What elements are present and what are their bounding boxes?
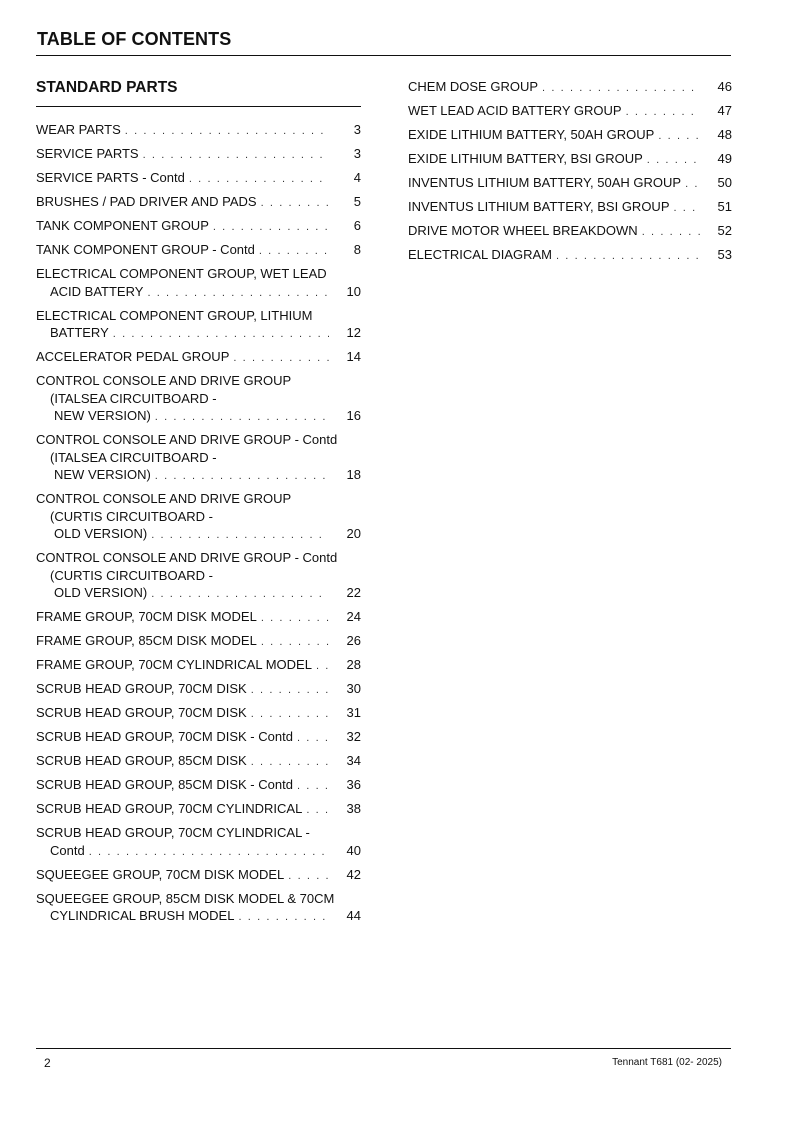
toc-entry-title: SCRUB HEAD GROUP, 70CM DISK bbox=[36, 705, 247, 720]
toc-page-number: 8 bbox=[353, 242, 361, 257]
dot-leader bbox=[542, 80, 700, 98]
toc-entry[interactable] bbox=[408, 102, 732, 122]
toc-page-number: 18 bbox=[346, 467, 361, 482]
toc-entry-title: OLD VERSION) bbox=[54, 585, 148, 600]
toc-entry[interactable] bbox=[36, 431, 361, 486]
dot-leader bbox=[251, 754, 329, 772]
toc-entry-title: ACID BATTERY bbox=[50, 283, 144, 299]
dot-leader bbox=[297, 778, 329, 796]
toc-entry-title: (CURTIS CIRCUITBOARD - bbox=[50, 508, 213, 524]
dot-leader bbox=[213, 219, 329, 237]
toc-page-number: 3 bbox=[353, 122, 361, 137]
toc-entry[interactable] bbox=[36, 549, 361, 604]
toc-entry[interactable] bbox=[36, 890, 361, 927]
toc-page-number: 51 bbox=[717, 199, 732, 214]
toc-page-number: 22 bbox=[346, 585, 361, 600]
toc-page-number: 12 bbox=[346, 325, 361, 340]
toc-entry-title: SCRUB HEAD GROUP, 85CM DISK bbox=[36, 753, 247, 768]
toc-entry-title: FRAME GROUP, 70CM DISK MODEL bbox=[36, 609, 257, 624]
toc-right-column bbox=[408, 78, 732, 270]
dot-leader bbox=[251, 706, 329, 724]
dot-leader bbox=[674, 200, 701, 218]
footer-document-id: Tennant T681 (02- 2025) bbox=[612, 1057, 722, 1068]
toc-entry-title: SERVICE PARTS - Contd bbox=[36, 170, 185, 185]
dot-leader bbox=[626, 104, 700, 122]
dot-leader bbox=[189, 171, 329, 189]
toc-entry[interactable] bbox=[36, 680, 361, 700]
toc-entry[interactable] bbox=[408, 126, 732, 146]
toc-entry-title: FRAME GROUP, 70CM CYLINDRICAL MODEL bbox=[36, 657, 312, 672]
dot-leader bbox=[113, 326, 329, 344]
toc-entry-title: TANK COMPONENT GROUP bbox=[36, 218, 209, 233]
toc-entry[interactable] bbox=[408, 174, 732, 194]
toc-page-number: 26 bbox=[346, 633, 361, 648]
toc-entry-title: SCRUB HEAD GROUP, 70CM DISK - Contd bbox=[36, 729, 293, 744]
toc-page-number: 38 bbox=[346, 801, 361, 816]
toc-entry-title: (ITALSEA CIRCUITBOARD - bbox=[50, 449, 217, 465]
toc-entry-title: EXIDE LITHIUM BATTERY, 50AH GROUP bbox=[408, 127, 655, 142]
toc-entry-title: WET LEAD ACID BATTERY GROUP bbox=[408, 103, 622, 118]
toc-entry[interactable] bbox=[36, 348, 361, 368]
toc-entry[interactable] bbox=[408, 78, 732, 98]
toc-entry-title: ELECTRICAL COMPONENT GROUP, WET LEAD bbox=[36, 266, 327, 281]
toc-page-number: 30 bbox=[346, 681, 361, 696]
toc-entry[interactable] bbox=[36, 265, 361, 302]
toc-entry[interactable] bbox=[408, 150, 732, 170]
toc-entry[interactable] bbox=[36, 145, 361, 165]
toc-entry-title: FRAME GROUP, 85CM DISK MODEL bbox=[36, 633, 257, 648]
toc-page-number: 4 bbox=[353, 170, 361, 185]
toc-entry[interactable] bbox=[36, 217, 361, 237]
toc-entry-title: SCRUB HEAD GROUP, 70CM CYLINDRICAL - bbox=[36, 825, 310, 840]
toc-entry[interactable] bbox=[36, 241, 361, 261]
toc-page-number: 50 bbox=[717, 175, 732, 190]
toc-entry-title: ELECTRICAL DIAGRAM bbox=[408, 247, 552, 262]
section-divider bbox=[36, 106, 361, 107]
toc-page-number: 52 bbox=[717, 223, 732, 238]
toc-entry-title: Contd bbox=[50, 842, 85, 858]
toc-page-number: 10 bbox=[346, 283, 361, 299]
toc-entry[interactable] bbox=[36, 866, 361, 886]
dot-leader bbox=[155, 468, 329, 486]
toc-entry-title: EXIDE LITHIUM BATTERY, BSI GROUP bbox=[408, 151, 643, 166]
dot-leader bbox=[151, 586, 329, 604]
toc-entry[interactable] bbox=[36, 728, 361, 748]
toc-page-number: 47 bbox=[717, 103, 732, 118]
toc-entry[interactable] bbox=[36, 656, 361, 676]
toc-entry-title: INVENTUS LITHIUM BATTERY, 50AH GROUP bbox=[408, 175, 682, 190]
toc-entry-title: TANK COMPONENT GROUP - Contd bbox=[36, 242, 255, 257]
toc-entry[interactable] bbox=[36, 776, 361, 796]
dot-leader bbox=[297, 730, 329, 748]
toc-entry-title: CONTROL CONSOLE AND DRIVE GROUP bbox=[36, 491, 292, 506]
toc-entry-title: SQUEEGEE GROUP, 85CM DISK MODEL & 70CM bbox=[36, 890, 335, 906]
toc-page-number: 5 bbox=[353, 194, 361, 209]
toc-entry-title: DRIVE MOTOR WHEEL BREAKDOWN bbox=[408, 223, 638, 238]
toc-entry[interactable] bbox=[408, 222, 732, 242]
toc-entry-title: CONTROL CONSOLE AND DRIVE GROUP - Contd bbox=[36, 550, 338, 565]
page-title: TABLE OF CONTENTS bbox=[37, 29, 232, 49]
dot-leader bbox=[316, 658, 329, 676]
toc-page-number: 3 bbox=[353, 146, 361, 161]
toc-page-number: 48 bbox=[717, 127, 732, 142]
toc-entry-title: (ITALSEA CIRCUITBOARD - bbox=[50, 390, 217, 406]
toc-entry[interactable] bbox=[36, 800, 361, 820]
dot-leader bbox=[261, 610, 329, 628]
toc-entry[interactable] bbox=[36, 169, 361, 189]
toc-entry-title: SCRUB HEAD GROUP, 70CM DISK bbox=[36, 681, 247, 696]
toc-entry-title: SCRUB HEAD GROUP, 70CM CYLINDRICAL bbox=[36, 801, 303, 816]
dot-leader bbox=[647, 152, 700, 170]
toc-entry-title: BRUSHES / PAD DRIVER AND PADS bbox=[36, 194, 257, 209]
dot-leader bbox=[238, 909, 329, 927]
toc-page-number: 49 bbox=[717, 151, 732, 166]
toc-page-number: 36 bbox=[346, 777, 361, 792]
toc-entry-title: SQUEEGEE GROUP, 70CM DISK MODEL bbox=[36, 866, 285, 882]
toc-entry-title: CONTROL CONSOLE AND DRIVE GROUP bbox=[36, 373, 292, 388]
dot-leader bbox=[89, 844, 329, 862]
toc-entry-title: INVENTUS LITHIUM BATTERY, BSI GROUP bbox=[408, 199, 670, 214]
dot-leader bbox=[261, 634, 329, 652]
toc-entry[interactable] bbox=[36, 632, 361, 652]
dot-leader bbox=[288, 868, 329, 886]
toc-entry-title: NEW VERSION) bbox=[54, 467, 151, 482]
toc-entry[interactable] bbox=[36, 752, 361, 772]
toc-entry-title: CYLINDRICAL BRUSH MODEL bbox=[50, 908, 235, 923]
dot-leader bbox=[147, 285, 329, 303]
toc-page-number: 14 bbox=[346, 349, 361, 364]
toc-entry-title: OLD VERSION) bbox=[54, 526, 148, 541]
toc-page-number: 53 bbox=[717, 247, 732, 262]
toc-entry-title: CONTROL CONSOLE AND DRIVE GROUP - Contd bbox=[36, 432, 338, 447]
dot-leader bbox=[306, 802, 329, 820]
footer-divider bbox=[36, 1048, 731, 1049]
toc-entry[interactable] bbox=[36, 307, 361, 344]
toc-entry[interactable] bbox=[36, 372, 361, 427]
dot-leader bbox=[233, 350, 329, 368]
toc-page-number: 6 bbox=[353, 218, 361, 233]
toc-entry-title: SERVICE PARTS bbox=[36, 146, 139, 161]
toc-page-number: 16 bbox=[346, 408, 361, 423]
toc-entry[interactable] bbox=[36, 608, 361, 628]
dot-leader bbox=[125, 123, 329, 141]
toc-left-column bbox=[36, 121, 361, 931]
dot-leader bbox=[658, 128, 700, 146]
toc-entry[interactable] bbox=[36, 193, 361, 213]
toc-page-number: 42 bbox=[346, 866, 361, 882]
toc-entry[interactable] bbox=[408, 198, 732, 218]
toc-page-number: 34 bbox=[346, 753, 361, 768]
toc-entry-title: BATTERY bbox=[50, 325, 109, 340]
toc-entry[interactable] bbox=[36, 490, 361, 545]
toc-entry-title: ELECTRICAL COMPONENT GROUP, LITHIUM bbox=[36, 307, 313, 323]
toc-page-number: 44 bbox=[346, 908, 361, 923]
toc-page-number: 24 bbox=[346, 609, 361, 624]
dot-leader bbox=[251, 682, 329, 700]
toc-page-number: 28 bbox=[346, 657, 361, 672]
section-title: STANDARD PARTS bbox=[36, 79, 178, 96]
toc-entry-title: CHEM DOSE GROUP bbox=[408, 79, 539, 94]
toc-entry-title: NEW VERSION) bbox=[54, 408, 151, 423]
dot-leader bbox=[261, 195, 329, 213]
toc-page-number: 32 bbox=[346, 729, 361, 744]
dot-leader bbox=[642, 224, 700, 242]
toc-entry-title: WEAR PARTS bbox=[36, 122, 121, 137]
dot-leader bbox=[143, 147, 329, 165]
dot-leader bbox=[556, 248, 700, 266]
toc-page-number: 31 bbox=[346, 705, 361, 720]
dot-leader bbox=[151, 527, 329, 545]
toc-entry[interactable] bbox=[36, 824, 361, 861]
toc-entry[interactable] bbox=[408, 246, 732, 266]
toc-entry-title: SCRUB HEAD GROUP, 85CM DISK - Contd bbox=[36, 777, 293, 792]
toc-page-number: 46 bbox=[717, 79, 732, 94]
footer-page-number: 2 bbox=[44, 1056, 51, 1070]
title-divider bbox=[36, 55, 731, 56]
toc-page-number: 40 bbox=[346, 842, 361, 858]
toc-entry-title: (CURTIS CIRCUITBOARD - bbox=[50, 567, 213, 583]
dot-leader bbox=[259, 243, 329, 261]
dot-leader bbox=[155, 409, 329, 427]
dot-leader bbox=[685, 176, 700, 194]
toc-page-number: 20 bbox=[346, 526, 361, 541]
toc-entry[interactable] bbox=[36, 121, 361, 141]
toc-entry[interactable] bbox=[36, 704, 361, 724]
toc-entry-title: ACCELERATOR PEDAL GROUP bbox=[36, 349, 230, 364]
